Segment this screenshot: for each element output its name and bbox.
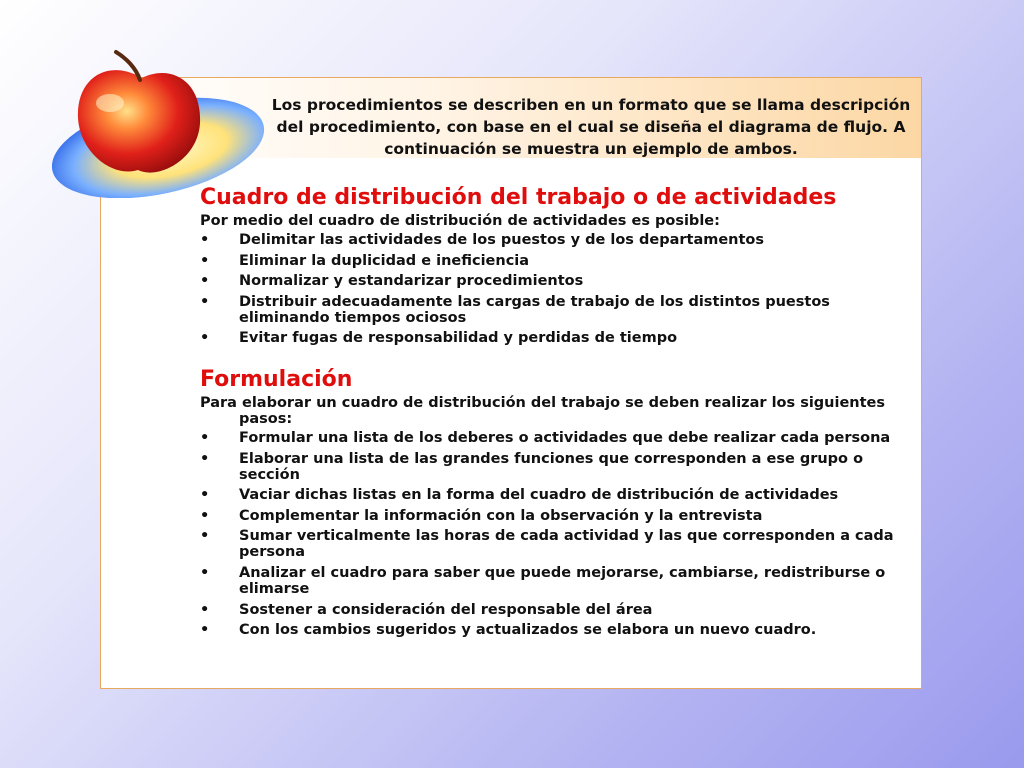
list-item: • Normalizar y estandarizar procedimientos (200, 273, 584, 290)
bullet-icon: • (200, 450, 210, 467)
main-content (200, 184, 920, 643)
list-item: • Complementar la información con la observación y la entrevista (200, 507, 763, 524)
list-item: • Formular una lista de los deberes o actividades que debe realizar cada persona (200, 429, 891, 446)
list-item: • Sumar verticalmente las horas de cada actividad y las que corresponden a cada persona (200, 528, 894, 561)
bullet-icon: • (200, 487, 210, 504)
list-item: • Elaborar una lista de las grandes funciones que corresponden a ese grupo o sección (200, 450, 864, 483)
bullet-icon: • (200, 564, 210, 581)
bullet-icon: • (200, 330, 210, 347)
list-item: • Con los cambios sugeridos y actualizados se elabora un nuevo cuadro. (200, 622, 817, 639)
list-item: • Evitar fugas de responsabilidad y perdidas de tiempo (200, 330, 678, 347)
apple-body (78, 70, 200, 172)
list-item: • Sostener a consideración del responsable del área (200, 601, 653, 618)
bullet-icon: • (200, 601, 210, 618)
section-lead-formulacion (200, 395, 920, 427)
bullet-icon: • (200, 293, 210, 310)
bullet-list-cuadro (200, 232, 920, 346)
bullet-icon: • (200, 622, 210, 639)
lead-line-1: Para elaborar un cuadro de distribución del trabajo se deben realizar los siguientes (200, 394, 886, 411)
list-item: • Analizar el cuadro para saber que puede mejorarse, cambiarse, redistriburse o elimarse (200, 564, 886, 597)
intro-text: Los procedimientos se describen en un formato que se llama descripción del procedimiento, con base en el cual se diseña el diagrama de flujo. A continuación se muestra un ejemplo de ambos. (271, 96, 911, 158)
section-title-formulacion: Formulación (200, 366, 353, 392)
bullet-list-formulacion (200, 430, 920, 638)
bullet-icon: • (200, 273, 210, 290)
apple-highlight (96, 94, 124, 112)
bullet-icon: • (200, 507, 210, 524)
bullet-icon: • (200, 232, 210, 248)
lead-line-2: pasos: (239, 410, 293, 427)
list-item: • Vaciar dichas listas en la forma del cuadro de distribución de actividades (200, 487, 839, 504)
list-item: • Eliminar la duplicidad e ineficiencia (200, 252, 530, 269)
section-spacer (200, 351, 920, 366)
bullet-icon: • (200, 528, 210, 545)
list-item: • Delimitar las actividades de los puestos y de los departamentos (200, 232, 765, 248)
apple-illustration (38, 48, 268, 198)
list-item: • Distribuir adecuadamente las cargas de trabajo de los distintos puestos eliminando tiempos ociosos (200, 293, 830, 326)
bullet-icon: • (200, 429, 210, 446)
bullet-icon: • (200, 252, 210, 269)
section-lead-cuadro: Por medio del cuadro de distribución de actividades es posible: (200, 213, 720, 229)
section-title-cuadro: Cuadro de distribución del trabajo o de actividades (200, 185, 837, 210)
